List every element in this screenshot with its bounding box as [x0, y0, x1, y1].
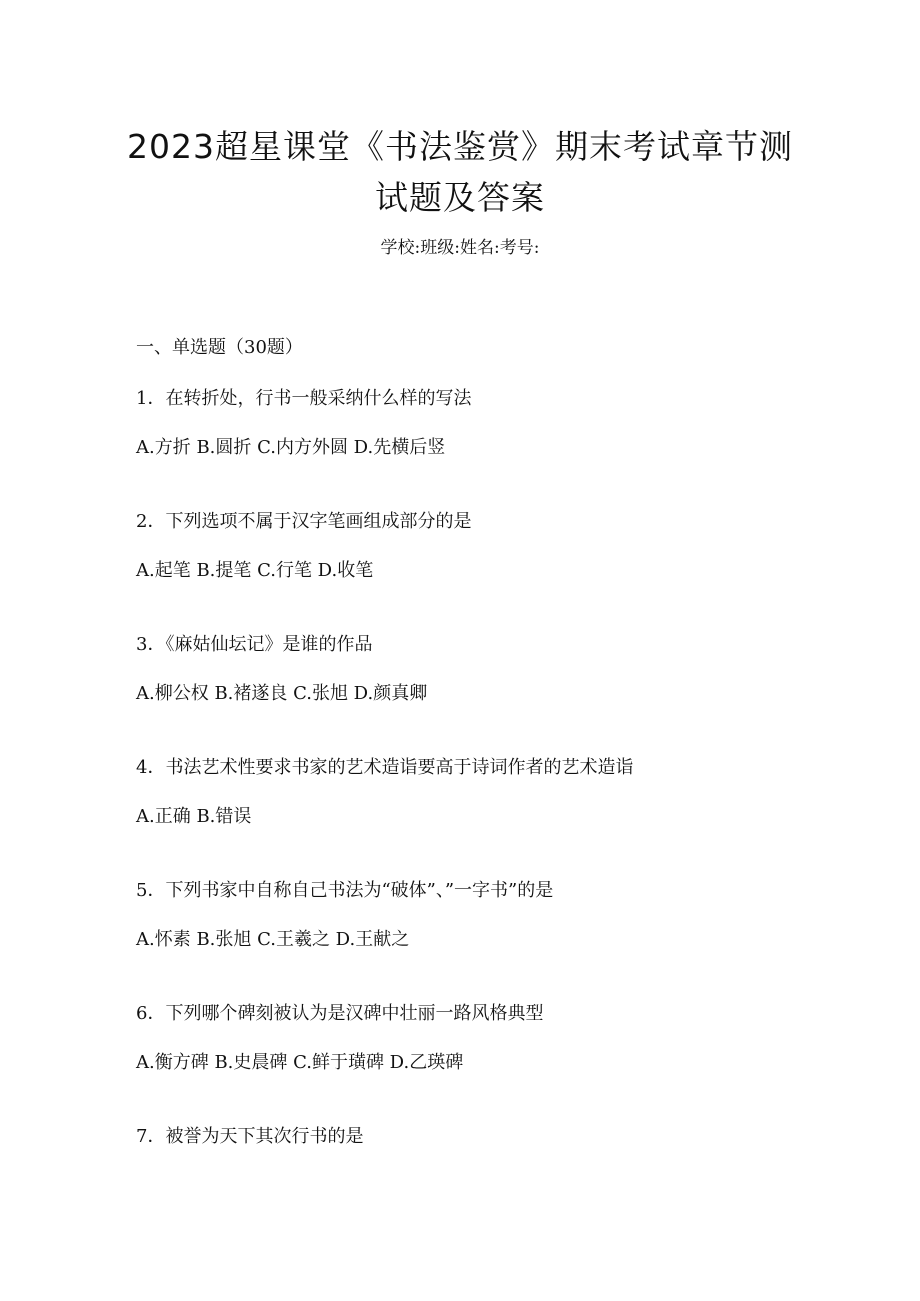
student-info-line: 学校:班级:姓名:考号: [380, 238, 540, 258]
question-4-options: A.正确 B.错误 [136, 806, 252, 827]
document-title-line-1: 2023超星课堂《书法鉴赏》期末考试章节测 [127, 127, 793, 166]
question-3-stem: 3．《麻姑仙坛记》是谁的作品 [136, 634, 373, 655]
document-title-line-2: 试题及答案 [375, 178, 545, 217]
question-3-options: A.柳公权 B.褚遂良 C.张旭 D.颜真卿 [136, 683, 428, 704]
question-6-stem: 6．下列哪个碑刻被认为是汉碑中壮丽一路风格典型 [136, 1003, 544, 1024]
question-4-stem: 4．书法艺术性要求书家的艺术造诣要高于诗词作者的艺术造诣 [136, 757, 634, 778]
question-2-stem: 2．下列选项不属于汉字笔画组成部分的是 [136, 511, 472, 532]
section-heading: 一、单选题（30题） [136, 337, 303, 358]
question-2-options: A.起笔 B.提笔 C.行笔 D.收笔 [136, 560, 374, 581]
question-1-stem: 1．在转折处，行书一般采纳什么样的写法 [136, 388, 472, 409]
question-5-options: A.怀素 B.张旭 C.王羲之 D.王献之 [136, 929, 410, 950]
question-7-stem: 7．被誉为天下其次行书的是 [136, 1126, 364, 1147]
question-6-options: A.衡方碑 B.史晨碑 C.鲜于璜碑 D.乙瑛碑 [136, 1052, 464, 1073]
question-5-stem: 5．下列书家中自称自己书法为“破体”、”一字书”的是 [136, 880, 554, 901]
question-1-options: A.方折 B.圆折 C.内方外圆 D.先横后竖 [136, 437, 446, 458]
